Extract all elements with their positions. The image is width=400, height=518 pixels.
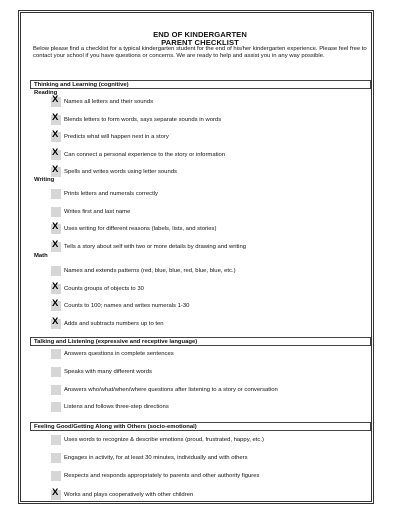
check-mark: X (52, 298, 59, 310)
checkbox[interactable] (51, 111, 61, 125)
check-mark: X (52, 280, 59, 292)
checkbox[interactable] (51, 221, 61, 234)
checklist-item-label: Respects and responds appropriately to parents and other authority figures (64, 473, 260, 480)
checklist-item-label: Tells a story about self with two or more details by drawing and writing (64, 243, 247, 250)
checkbox[interactable] (51, 385, 61, 395)
checkbox[interactable] (51, 280, 61, 294)
checkbox[interactable] (51, 486, 61, 500)
checklist-item-label: Counts groups of objects to 30 (64, 285, 144, 292)
checklist-item-label: Names and extends patterns (red, blue, blue, red, blue, blue, etc.) (64, 268, 236, 274)
checklist-item-label: Spells and writes words using letter sounds (64, 169, 177, 176)
checkbox[interactable] (51, 349, 61, 359)
checkbox[interactable] (51, 207, 61, 217)
checklist-item-label: Speaks with many different words (64, 368, 152, 375)
check-mark: X (52, 146, 59, 158)
checkbox[interactable] (51, 164, 61, 177)
check-mark: X (52, 315, 59, 327)
checkbox[interactable] (51, 471, 61, 481)
checklist-item-label: Works and plays cooperatively with other children (64, 491, 194, 498)
checkbox[interactable] (51, 435, 61, 445)
check-mark: X (52, 238, 59, 250)
checklist-item-label: Writes first and last name (64, 208, 131, 215)
checkbox[interactable] (51, 146, 61, 160)
page-title: END OF KINDERGARTEN (153, 30, 247, 39)
intro-text: Below please find a checklist for a typical kindergarten student for the end of his/her kindergarten experience. Please feel free to contact your school if you have questions or concerns. We are ready to help and assist you in any way possible. (33, 46, 367, 60)
checklist-item-label: Uses writing for different reasons (labels, lists, and stories) (64, 226, 217, 233)
checkbox[interactable] (51, 189, 61, 199)
subsection-math: Math (34, 253, 48, 259)
checkbox[interactable] (51, 266, 61, 276)
checkbox[interactable] (51, 367, 61, 377)
checklist-item-label: Counts to 100; names and writes numerals 1-30 (64, 303, 190, 310)
page-subtitle: PARENT CHECKLIST (161, 38, 239, 47)
checkbox[interactable] (51, 94, 61, 107)
check-mark: X (52, 111, 59, 123)
check-mark: X (52, 164, 59, 176)
section-header-talking: Talking and Listening (expressive and receptive language) (30, 337, 371, 346)
subsection-writing: Writing (34, 177, 55, 183)
checkbox[interactable] (51, 238, 61, 252)
checklist-item-label: Can connect a personal experience to the story or information (64, 151, 226, 158)
checklist-item-label: Blends letters to form words, says separate sounds in words (64, 116, 222, 123)
checklist-item-label: Uses words to recognize & describe emotions (proud, frustrated, happy, etc.) (64, 437, 264, 443)
checkbox[interactable] (51, 453, 61, 463)
section-header-thinking: Thinking and Learning (cognitive) (30, 80, 371, 89)
checkbox[interactable] (51, 315, 61, 329)
checkbox[interactable] (51, 129, 61, 142)
checklist-item-label: Predicts what will happen next in a story (64, 134, 169, 141)
check-mark: X (52, 221, 59, 233)
checkbox[interactable] (51, 298, 61, 311)
check-mark: X (52, 94, 59, 105)
checklist-item-label: Listens and follows three-step directions (64, 404, 169, 411)
checklist-item-label: Prints letters and numerals correctly (64, 191, 158, 197)
checklist-item-label: Adds and subtracts numbers up to ten (64, 320, 164, 327)
checklist-item-label: Names all letters and their sounds (64, 99, 154, 105)
check-mark: X (52, 486, 59, 498)
checklist-item-label: Engages in activity, for at least 30 minutes, individually and with others (64, 455, 248, 462)
checklist-item-label: Answers who/what/when/where questions after listening to a story or conversation (64, 386, 278, 393)
checkbox[interactable] (51, 402, 61, 412)
checklist-item-label: Answers questions in complete sentences (64, 351, 174, 357)
check-mark: X (52, 129, 59, 141)
section-header-feeling: Feeling Good/Getting Along with Others (socio-emotional) (30, 422, 371, 431)
subsection-reading: Reading (34, 90, 58, 96)
